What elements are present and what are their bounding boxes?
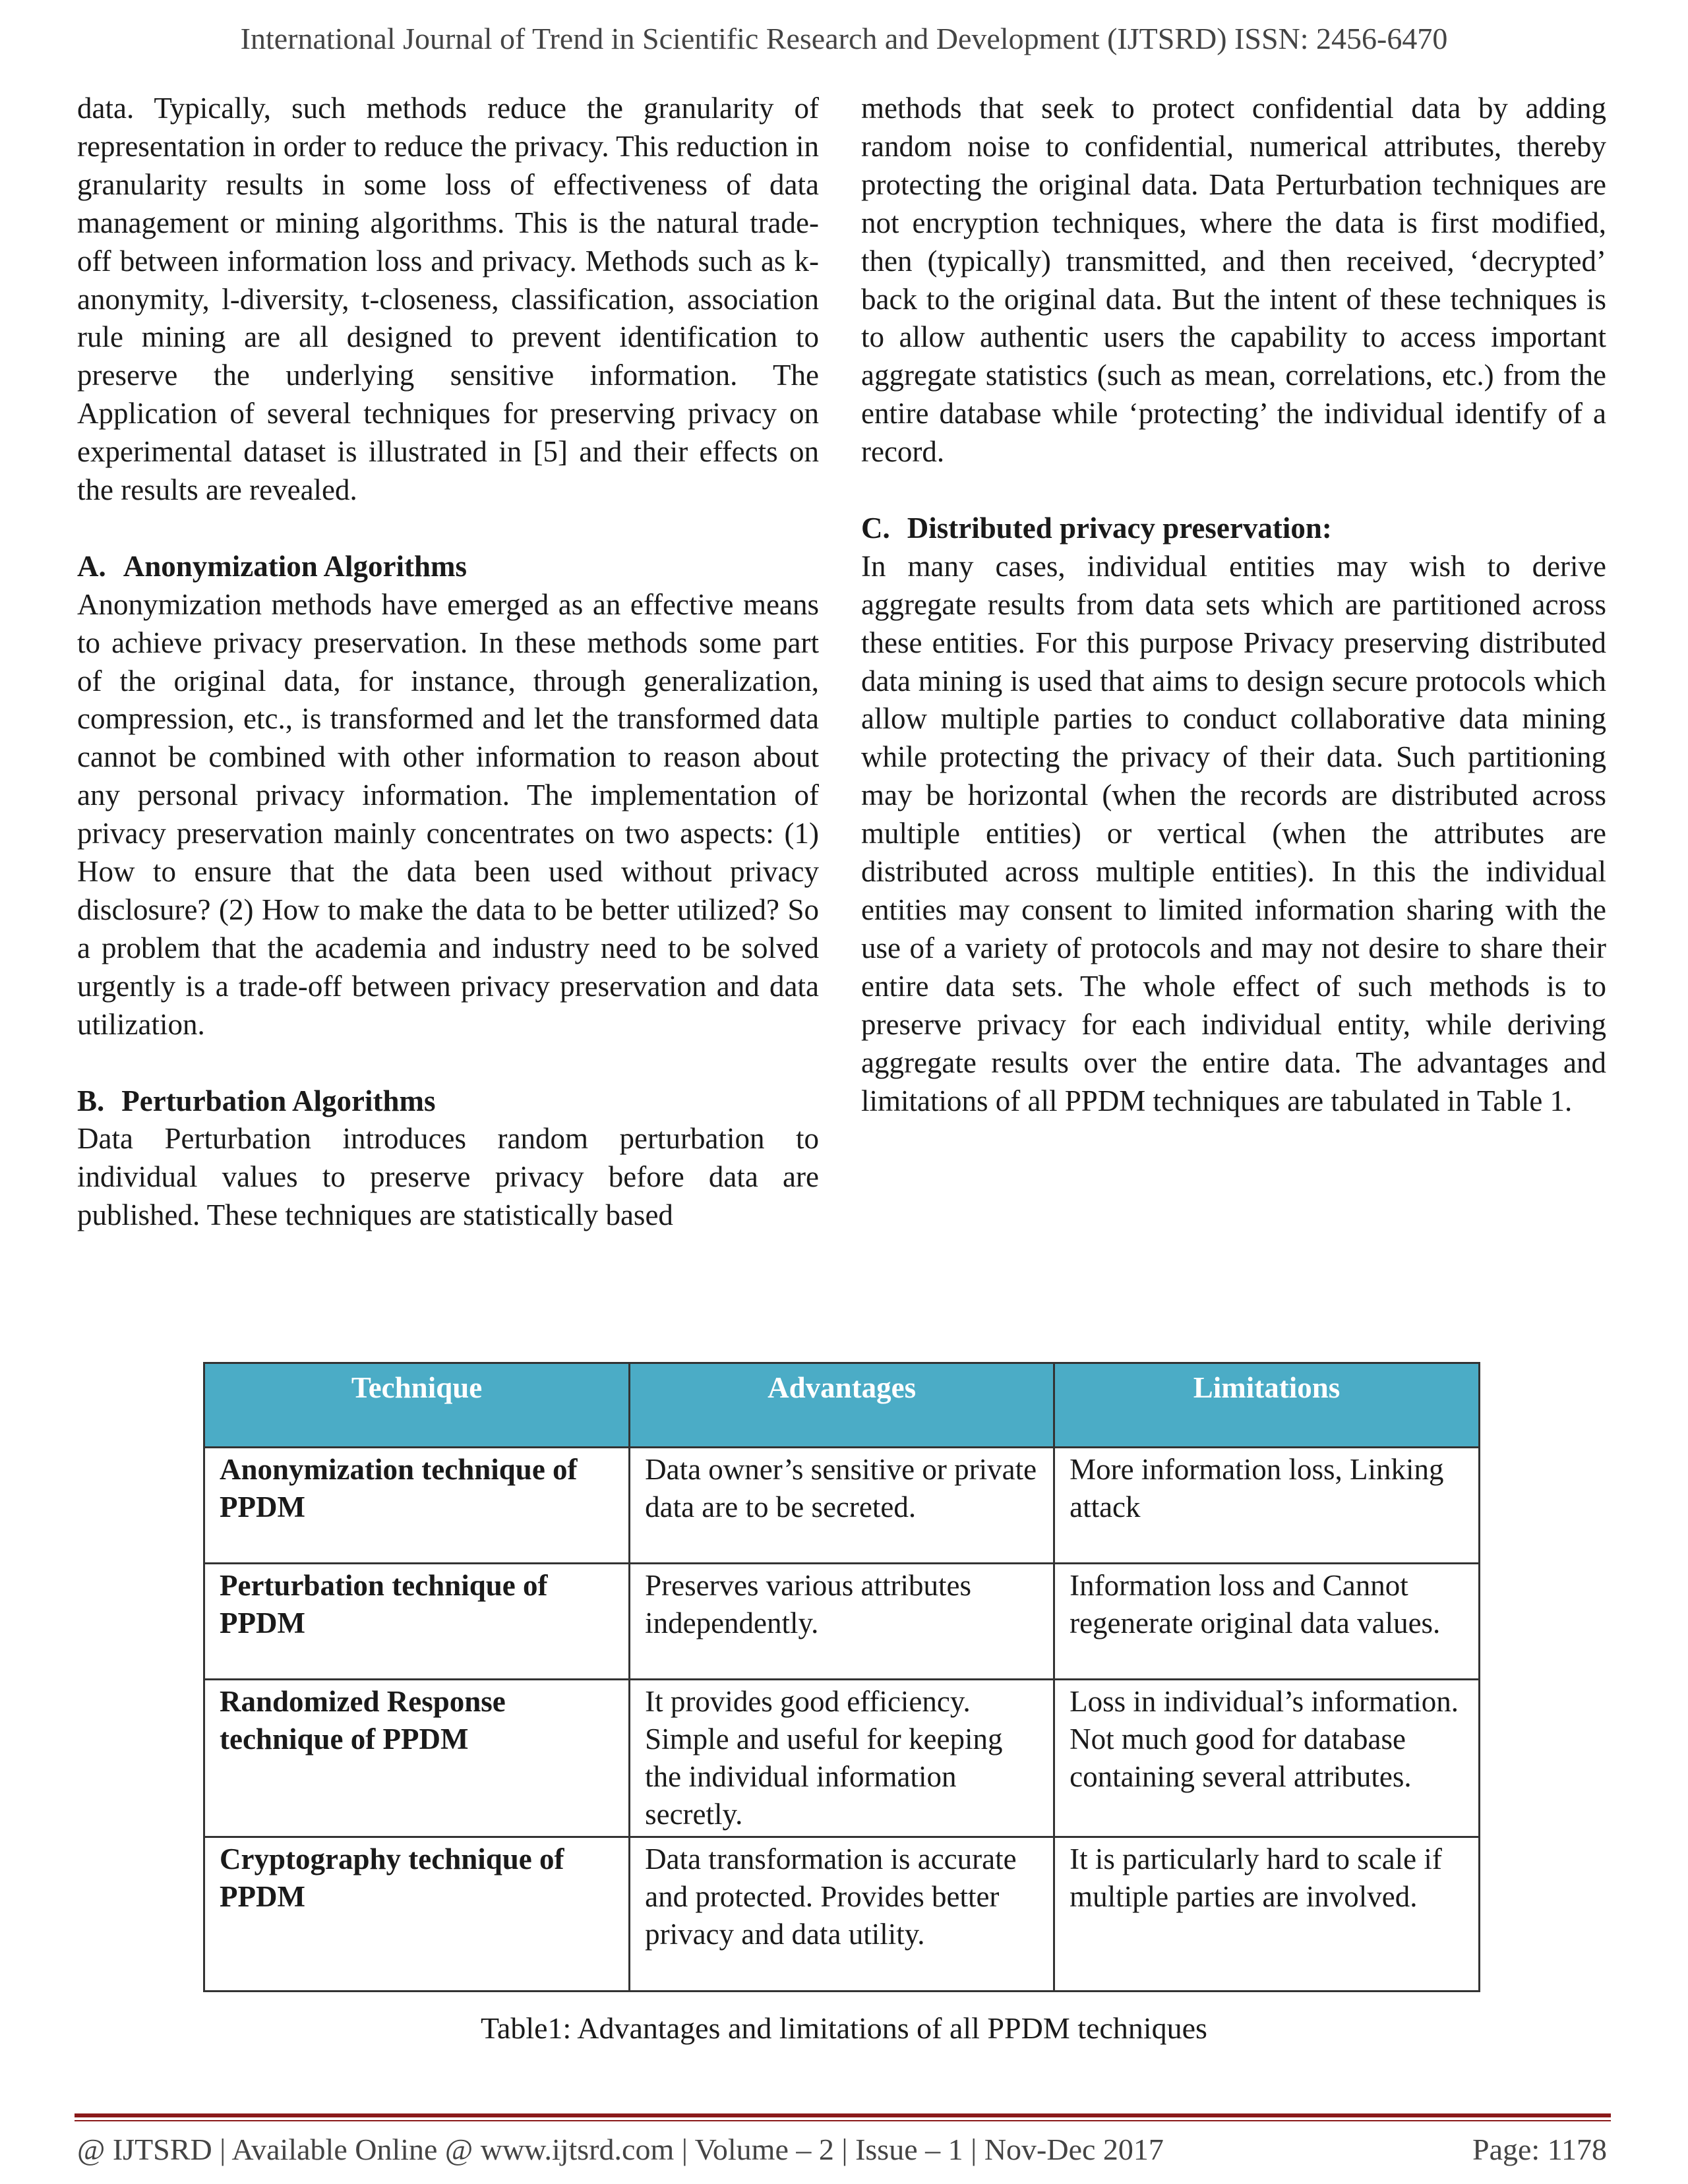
advantages-cell: It provides good efficiency. Simple and useful for keeping the individual information secretly. [630, 1680, 1054, 1837]
table-row [204, 1564, 1480, 1680]
section-a-body: Anonymization methods have emerged as an effective means to achieve privacy preservation. In these methods some part of the original data, for instance, through generalization, compression, etc., is transformed and let the transformed data cannot be combined with other information to reason about any personal privacy information. The implementation of privacy preservation mainly concentrates on two aspects: (1) How to ensure that the data been used without privacy disclosure? (2) How to make the data to be better utilized? So a problem that the academia and industry need to be solved urgently is a trade-off between privacy preservation and data utilization. [77, 587, 819, 1041]
spacer [77, 1044, 819, 1082]
section-c-title: Distributed privacy preservation: [907, 511, 1332, 545]
section-b-heading [77, 1082, 819, 1121]
table-header-row [204, 1363, 1480, 1448]
advantages-cell: Preserves various attributes independently. [630, 1564, 1054, 1680]
intro-paragraph: data. Typically, such methods reduce the granularity of representation in order to reduce the privacy. This reduction in granularity results in some loss of effectiveness of data management or mining algorithms. This is the natural trade-off between information loss and privacy. Methods such as k-anonymity, l-diversity, t-closeness, classification, association rule mining are all designed to prevent identification to preserve the underlying sensitive information. The Application of several techniques for preserving privacy on experimental dataset is illustrated in [5] and their effects on the results are revealed. [77, 92, 819, 507]
table-caption: Table1: Advantages and limitations of all PPDM techniques [481, 2011, 1207, 2045]
section-a-heading [77, 548, 819, 586]
section-b-letter: B. [77, 1084, 105, 1117]
spacer [77, 510, 819, 548]
advantages-cell: Data owner’s sensitive or private data are to be secreted. [630, 1448, 1054, 1564]
page-number: Page: 1178 [1472, 2133, 1607, 2166]
section-a-letter: A. [77, 549, 106, 583]
limitations-cell: Loss in individual’s information. Not much good for database containing several attributes. [1054, 1680, 1480, 1837]
section-b-body: Data Perturbation introduces random perturbation to individual values to preserve privacy before data are published. These techniques are statistically based [77, 1122, 819, 1232]
table-row [204, 1837, 1480, 1992]
section-c-body: In many cases, individual entities may wish to derive aggregate results from data sets which are partitioned across these entities. For this purpose Privacy preserving distributed data mining is used that aims to design secure protocols which allow multiple parties to conduct collaborative data mining while protecting the privacy of their data. Such partitioning may be horizontal (when the records are distributed across multiple entities) or vertical (when the attributes are distributed across multiple entities). In this the individual entities may consent to limited information sharing with the use of a variety of protocols and may not desire to share their entire data sets. The whole effect of such methods is to preserve privacy for each individual entity, while deriving aggregate results over the entire data. The advantages and limitations of all PPDM techniques are tabulated in Table 1. [861, 549, 1606, 1117]
ppdm-techniques-table [203, 1362, 1480, 1992]
section-b-title: Perturbation Algorithms [121, 1084, 436, 1117]
table-row [204, 1448, 1480, 1564]
footer-journal-info: @ IJTSRD | Available Online @ www.ijtsrd.com | Volume – 2 | Issue – 1 | Nov-Dec 2017 [77, 2133, 1164, 2166]
section-c-letter: C. [861, 511, 890, 545]
section-a-title: Anonymization Algorithms [123, 549, 467, 583]
left-column [77, 90, 819, 1235]
section-c-heading [861, 510, 1606, 548]
header-advantages: Advantages [630, 1363, 1054, 1448]
technique-cell: Anonymization technique of PPDM [204, 1448, 630, 1564]
journal-header: International Journal of Trend in Scientific Research and Development (IJTSRD) ISSN: 2456-6470 [240, 22, 1448, 55]
page-footer [77, 2132, 1607, 2167]
header-technique: Technique [204, 1363, 630, 1448]
technique-cell: Randomized Response technique of PPDM [204, 1680, 630, 1837]
footer-rule-thick [75, 2113, 1611, 2117]
technique-cell: Perturbation technique of PPDM [204, 1564, 630, 1680]
header-limitations: Limitations [1054, 1363, 1480, 1448]
limitations-cell: More information loss, Linking attack [1054, 1448, 1480, 1564]
right-column [861, 90, 1606, 1120]
advantages-cell: Data transformation is accurate and protected. Provides better privacy and data utility. [630, 1837, 1054, 1992]
technique-cell: Cryptography technique of PPDM [204, 1837, 630, 1992]
limitations-cell: It is particularly hard to scale if multiple parties are involved. [1054, 1837, 1480, 1992]
continuation-paragraph: methods that seek to protect confidential data by adding random noise to confidential, numerical attributes, thereby protecting the original data. Data Perturbation techniques are not encryption techniques, where the data is first modified, then (typically) transmitted, and then received, ‘decrypted’ back to the original data. But the intent of these techniques is to allow authentic users the capability to access important aggregate statistics (such as mean, correlations, etc.) from the entire database while ‘protecting’ the individual identify of a record. [861, 92, 1606, 469]
footer-rule-thin [75, 2120, 1611, 2121]
limitations-cell: Information loss and Cannot regenerate original data values. [1054, 1564, 1480, 1680]
table-row [204, 1680, 1480, 1837]
spacer [861, 471, 1606, 510]
